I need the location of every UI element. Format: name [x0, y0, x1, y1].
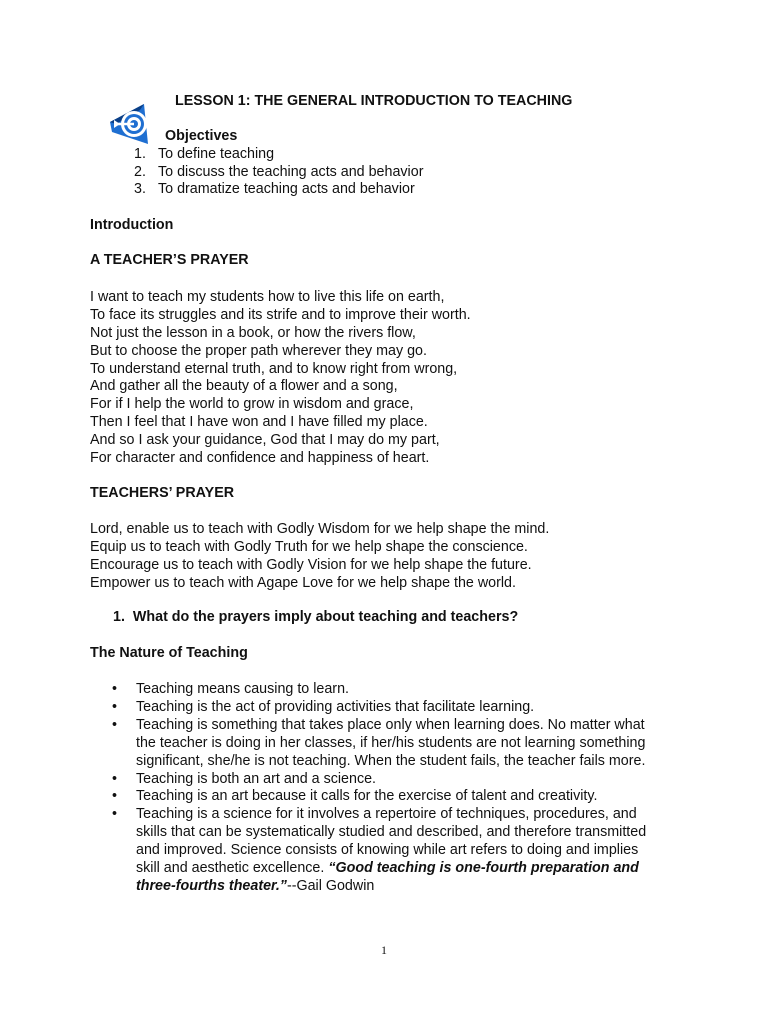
item-line: Teaching is something that takes place only when learning does. No matter what [136, 716, 645, 733]
poem-line: For character and confidence and happiness of heart. [90, 450, 430, 467]
introduction-heading: Introduction [90, 217, 174, 233]
list-item [112, 681, 692, 699]
prayer-line: Empower us to teach with Agape Love for we help shape the world. [90, 574, 516, 591]
poem-line: And gather all the beauty of a flower and a song, [90, 378, 398, 395]
nature-list [112, 681, 692, 896]
quote-attribution: --Gail Godwin [286, 877, 375, 894]
item-line: and improved. Science consists of knowing while art refers to doing and implies [136, 842, 639, 859]
question-number: 1. [113, 609, 125, 625]
prayer-line: Encourage us to teach with Godly Vision for we help shape the future. [90, 556, 532, 573]
target-arrow-icon [104, 100, 152, 148]
prayer-line: Lord, enable us to teach with Godly Wisdom for we help shape the mind. [90, 521, 550, 537]
objectives-list [134, 146, 423, 199]
question-text: What do the prayers imply about teaching and teachers? [132, 609, 519, 625]
item-line: skills that can be systematically studied and described, and therefore transmitted [136, 824, 647, 841]
objective-number: 1. [134, 146, 146, 162]
poem-line: And so I ask your guidance, God that I may do my part, [90, 432, 440, 449]
discussion-question [113, 609, 518, 625]
bullet: • [112, 806, 118, 823]
poem-line: To understand eternal truth, and to know right from wrong, [90, 360, 458, 377]
prayer-line: Equip us to teach with Godly Truth for we help shape the conscience. [90, 538, 528, 555]
item-line [136, 860, 692, 878]
objective-text: To discuss the teaching acts and behavior [158, 163, 424, 180]
prayer2-heading: TEACHERS’ PRAYER [90, 485, 235, 501]
list-item [112, 788, 692, 806]
bullet: • [112, 698, 118, 715]
objective-text: To dramatize teaching acts and behavior [158, 181, 415, 198]
bullet: • [112, 770, 118, 787]
list-item [112, 771, 692, 789]
prayer1-poem [90, 289, 471, 468]
objective-item [134, 181, 423, 199]
prayer1-heading: A TEACHER’S PRAYER [90, 252, 249, 268]
list-item [112, 717, 692, 771]
list-item [112, 699, 692, 717]
item-text: skill and aesthetic excellence. [136, 860, 329, 877]
objective-number: 3. [134, 181, 146, 198]
item-line: Teaching is a science for it involves a repertoire of techniques, procedures, and [136, 806, 637, 823]
godwin-quote: “Good teaching is one-fourth preparation and [328, 860, 639, 877]
page-number: 1 [381, 943, 387, 957]
lesson-title: LESSON 1: THE GENERAL INTRODUCTION TO TEACHING [175, 93, 573, 109]
item-line: Teaching means causing to learn. [136, 681, 349, 697]
poem-line: Then I feel that I have won and I have filled my place. [90, 414, 428, 431]
item-line: Teaching is the act of providing activities that facilitate learning. [136, 698, 535, 715]
item-line: Teaching is both an art and a science. [136, 770, 377, 787]
list-item [112, 806, 692, 896]
poem-line: For if I help the world to grow in wisdom and grace, [90, 396, 414, 413]
poem-line: To face its struggles and its strife and to improve their worth. [90, 306, 471, 323]
objective-number: 2. [134, 163, 146, 180]
item-line: Teaching is an art because it calls for the exercise of talent and creativity. [136, 788, 598, 805]
item-line: the teacher is doing in her classes, if her/his students are not learning something [136, 734, 646, 751]
poem-line: But to choose the proper path wherever they may go. [90, 342, 427, 359]
prayer2-text [90, 521, 549, 593]
objectives-heading: Objectives [165, 128, 238, 144]
item-line [136, 878, 692, 896]
objective-item [134, 164, 423, 182]
nature-heading: The Nature of Teaching [90, 645, 248, 661]
bullet: • [112, 716, 118, 733]
bullet: • [112, 681, 118, 697]
objective-item [134, 146, 423, 164]
poem-line: Not just the lesson in a book, or how the rivers flow, [90, 324, 416, 341]
bullet: • [112, 788, 118, 805]
item-line: significant, she/he is not teaching. When the student fails, the teacher fails more. [136, 752, 646, 769]
objective-text: To define teaching [158, 146, 275, 162]
poem-line: I want to teach my students how to live this life on earth, [90, 289, 445, 305]
godwin-quote: three-fourths theater.” [136, 877, 287, 894]
